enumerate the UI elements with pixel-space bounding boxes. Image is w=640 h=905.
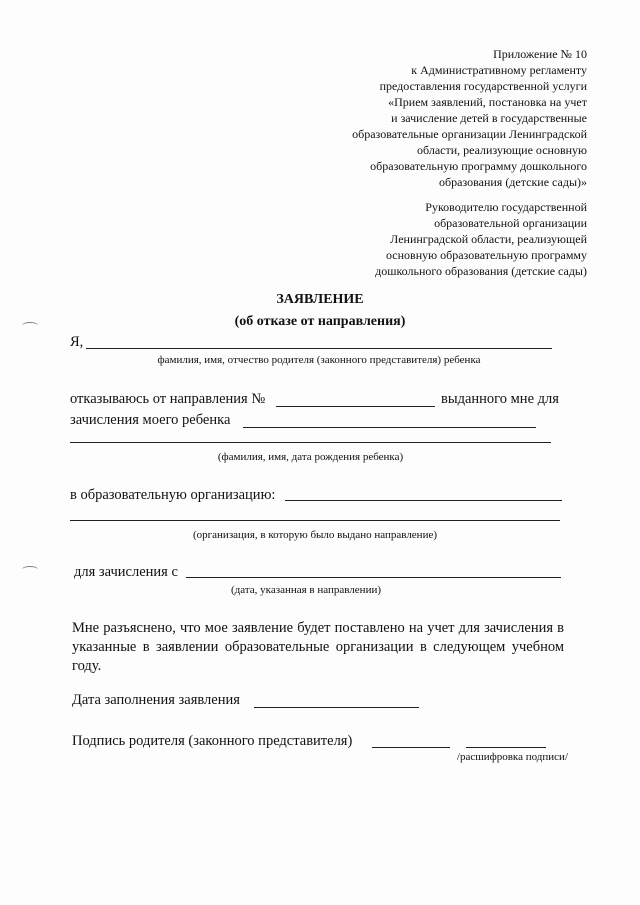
organization-field-2[interactable]: [70, 520, 560, 521]
enroll-child-text: зачисления моего ребенка: [70, 412, 231, 428]
appendix-line: Приложение № 10: [493, 47, 587, 61]
appendix-line: «Прием заявлений, постановка на учет: [388, 95, 587, 109]
appendix-line: предоставления государственной услуги: [379, 79, 587, 93]
explanation-paragraph: Мне разъяснено, что мое заявление будет поставлено на учет для зачисления в указанные в заявлении образовательные организации в следующем учебном году.: [72, 620, 564, 674]
addressee-line: дошкольного образования (детские сады): [375, 264, 587, 278]
signature-field[interactable]: [372, 747, 450, 748]
org-caption: (организация, в которую было выдано направление): [192, 529, 438, 541]
addressee-line: Ленинградской области, реализующей: [390, 232, 587, 246]
issued-text: выданного мне для: [441, 391, 559, 407]
refuse-text: отказываюсь от направления №: [70, 391, 266, 407]
enroll-from-text: для зачисления с: [74, 564, 178, 580]
fill-date-field[interactable]: [254, 707, 419, 708]
appendix-line: образования (детские сады)»: [439, 175, 587, 189]
appendix-line: к Административному регламенту: [411, 63, 587, 77]
org-text: в образовательную организацию:: [70, 487, 276, 503]
document-subtitle: (об отказе от направления): [234, 314, 406, 329]
signature-caption: /расшифровка подписи/: [456, 751, 568, 763]
fill-date-label: Дата заполнения заявления: [72, 692, 240, 708]
organization-field[interactable]: [285, 500, 562, 501]
signature-decoding-field[interactable]: [466, 747, 546, 748]
appendix-line: образовательную программу дошкольного: [370, 159, 587, 173]
scan-mark: [22, 566, 38, 573]
child-info-field[interactable]: [243, 427, 536, 428]
addressee-block: [287, 199, 587, 279]
appendix-line: и зачисление детей в государственные: [391, 111, 587, 125]
addressee-line: Руководителю государственной: [425, 200, 587, 214]
addressee-line: основную образовательную программу: [386, 248, 587, 262]
child-info-field-2[interactable]: [70, 442, 551, 443]
appendix-line: области, реализующие основную: [417, 143, 587, 157]
signature-label: Подпись родителя (законного представителя): [72, 733, 353, 749]
document-title: ЗАЯВЛЕНИЕ: [276, 292, 364, 307]
i-label: Я,: [70, 334, 84, 350]
addressee-line: образовательной организации: [434, 216, 587, 230]
child-caption: (фамилия, имя, дата рождения ребенка): [217, 451, 404, 463]
referral-number-field[interactable]: [276, 406, 435, 407]
parent-name-field[interactable]: [86, 348, 552, 349]
appendix-header: [287, 46, 587, 190]
parent-name-caption: фамилия, имя, отчество родителя (законного представителя) ребенка: [157, 354, 481, 366]
appendix-line: образовательные организации Ленинградской: [352, 127, 587, 141]
date-caption: (дата, указанная в направлении): [230, 584, 381, 596]
enroll-date-field[interactable]: [186, 577, 561, 578]
scan-mark: [22, 322, 38, 329]
